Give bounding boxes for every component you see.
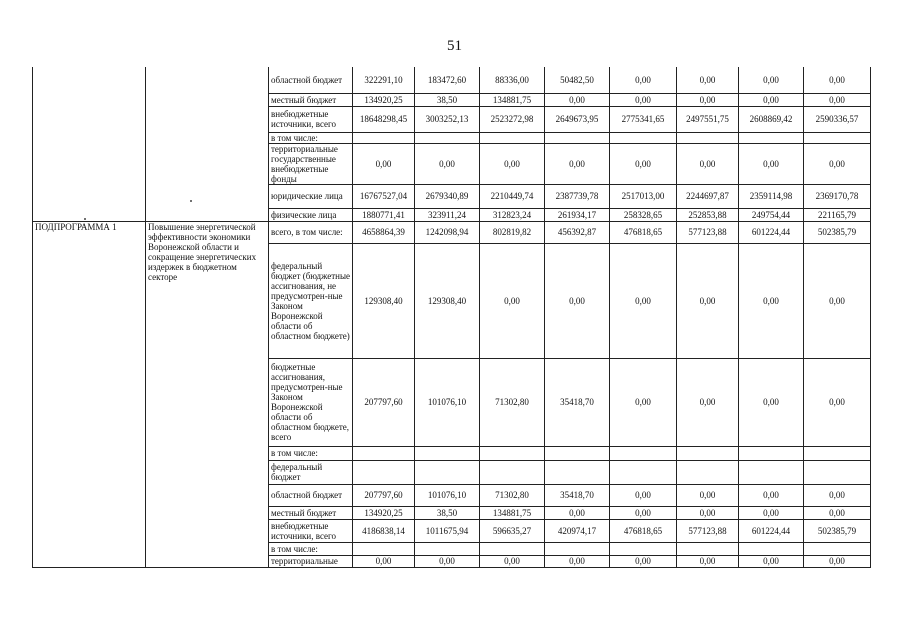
amount-cell: 0,00 [545,555,610,567]
amount-cell: 0,00 [545,143,610,184]
amount-cell [610,446,677,460]
amount-cell: 71302,80 [480,484,545,506]
amount-cell [739,132,804,143]
amount-cell [545,132,610,143]
amount-cell: 18648298,45 [353,106,415,132]
funding-source-label: территориальные [269,555,353,567]
amount-cell: 0,00 [610,67,677,93]
amount-cell [739,542,804,555]
funding-source-label: областной бюджет [269,67,353,93]
amount-cell [480,132,545,143]
amount-cell: 577123,88 [677,221,739,243]
funding-source-label: в том числе: [269,132,353,143]
amount-cell [610,542,677,555]
amount-cell: 207797,60 [353,358,415,446]
amount-cell: 0,00 [677,506,739,519]
amount-cell: 596635,27 [480,519,545,542]
amount-cell: 2387739,78 [545,184,610,208]
amount-cell [480,460,545,484]
amount-cell: 71302,80 [480,358,545,446]
amount-cell: 0,00 [480,555,545,567]
amount-cell: 0,00 [610,484,677,506]
amount-cell: 38,50 [415,93,480,106]
amount-cell: 0,00 [739,93,804,106]
amount-cell [545,446,610,460]
amount-cell [677,542,739,555]
amount-cell: 0,00 [804,484,871,506]
amount-cell: 2359114,98 [739,184,804,208]
amount-cell [545,460,610,484]
amount-cell: 0,00 [677,358,739,446]
amount-cell: 0,00 [804,243,871,358]
amount-cell [480,542,545,555]
amount-cell: 0,00 [677,243,739,358]
amount-cell [415,132,480,143]
amount-cell: 0,00 [610,243,677,358]
amount-cell: 0,00 [610,358,677,446]
amount-cell: 802819,82 [480,221,545,243]
amount-cell: 0,00 [739,358,804,446]
funding-source-label: областной бюджет [269,484,353,506]
table-row [33,221,871,243]
amount-cell: 258328,65 [610,208,677,221]
amount-cell: 221165,79 [804,208,871,221]
amount-cell: 249754,44 [739,208,804,221]
amount-cell: 2244697,87 [677,184,739,208]
amount-cell: 4186838,14 [353,519,415,542]
amount-cell: 601224,44 [739,221,804,243]
amount-cell: 0,00 [739,67,804,93]
funding-source-label: местный бюджет [269,93,353,106]
amount-cell: 1242098,94 [415,221,480,243]
amount-cell: 0,00 [480,243,545,358]
amount-cell: 0,00 [739,484,804,506]
amount-cell: 1880771,41 [353,208,415,221]
program-name-cell: Повышение энергетической эффективности экономики Воронежской области и сокращение энергетических издержек в бюджетном секторе [146,221,269,567]
amount-cell: 129308,40 [415,243,480,358]
table-row [33,67,871,93]
amount-cell: 0,00 [610,506,677,519]
amount-cell: 2369170,78 [804,184,871,208]
amount-cell: 0,00 [804,143,871,184]
amount-cell: 0,00 [739,506,804,519]
funding-source-label: местный бюджет [269,506,353,519]
amount-cell: 0,00 [415,555,480,567]
funding-source-label: федеральный бюджет [269,460,353,484]
amount-cell: 134920,25 [353,506,415,519]
amount-cell: 101076,10 [415,484,480,506]
amount-cell: 0,00 [804,555,871,567]
amount-cell: 2590336,57 [804,106,871,132]
amount-cell: 0,00 [677,93,739,106]
amount-cell: 476818,65 [610,519,677,542]
amount-cell: 0,00 [739,143,804,184]
amount-cell: 577123,88 [677,519,739,542]
amount-cell: 35418,70 [545,484,610,506]
amount-cell [415,460,480,484]
amount-cell: 0,00 [677,143,739,184]
amount-cell: 2210449,74 [480,184,545,208]
amount-cell [415,542,480,555]
amount-cell: 0,00 [610,143,677,184]
amount-cell: 323911,24 [415,208,480,221]
amount-cell [353,460,415,484]
amount-cell [353,542,415,555]
amount-cell [804,132,871,143]
funding-source-label: физические лица [269,208,353,221]
funding-source-label: в том числе: [269,446,353,460]
amount-cell: 2517013,00 [610,184,677,208]
amount-cell [677,446,739,460]
amount-cell: 1011675,94 [415,519,480,542]
amount-cell: 312823,24 [480,208,545,221]
amount-cell: 0,00 [353,555,415,567]
amount-cell: 134881,75 [480,506,545,519]
amount-cell: 0,00 [353,143,415,184]
amount-cell: 207797,60 [353,484,415,506]
funding-source-label: в том числе: [269,542,353,555]
amount-cell: 252853,88 [677,208,739,221]
amount-cell [804,542,871,555]
budget-table [32,67,871,568]
amount-cell: 2679340,89 [415,184,480,208]
amount-cell: 0,00 [415,143,480,184]
amount-cell [545,542,610,555]
amount-cell: 0,00 [804,93,871,106]
amount-cell: 4658864,39 [353,221,415,243]
amount-cell: 50482,50 [545,67,610,93]
amount-cell [739,446,804,460]
amount-cell: 88336,00 [480,67,545,93]
amount-cell: 0,00 [804,358,871,446]
program-cell: ПОДПРОГРАММА 1 [33,221,146,567]
amount-cell: 0,00 [739,555,804,567]
amount-cell: 476818,65 [610,221,677,243]
amount-cell: 2608869,42 [739,106,804,132]
funding-source-label: бюджетные ассигнования, предусмотрен-ные Законом Воронежской области об областном бюджете, всего [269,358,353,446]
amount-cell: 129308,40 [353,243,415,358]
amount-cell: 183472,60 [415,67,480,93]
amount-cell [353,446,415,460]
amount-cell: 0,00 [804,67,871,93]
amount-cell [353,132,415,143]
amount-cell [804,460,871,484]
amount-cell: 0,00 [545,506,610,519]
funding-source-label: территориальные государственные внебюджетные фонды [269,143,353,184]
amount-cell: 0,00 [677,555,739,567]
amount-cell: 601224,44 [739,519,804,542]
amount-cell: 420974,17 [545,519,610,542]
amount-cell: 0,00 [677,67,739,93]
amount-cell: 502385,79 [804,519,871,542]
amount-cell [739,460,804,484]
amount-cell [610,132,677,143]
funding-source-label: юридические лица [269,184,353,208]
amount-cell: 35418,70 [545,358,610,446]
amount-cell: 134920,25 [353,93,415,106]
amount-cell: 456392,87 [545,221,610,243]
funding-source-label: внебюджетные источники, всего [269,106,353,132]
program-cell [33,67,146,221]
amount-cell: 2649673,95 [545,106,610,132]
amount-cell: 0,00 [610,93,677,106]
amount-cell: 502385,79 [804,221,871,243]
program-name-cell [146,67,269,221]
amount-cell: 2497551,75 [677,106,739,132]
amount-cell [610,460,677,484]
amount-cell: 2523272,98 [480,106,545,132]
funding-source-label: федеральный бюджет (бюджетные ассигнования, не предусмотрен-ные Законом Воронежской области об областном бюджете) [269,243,353,358]
amount-cell: 2775341,65 [610,106,677,132]
amount-cell: 0,00 [677,484,739,506]
amount-cell: 261934,17 [545,208,610,221]
amount-cell [415,446,480,460]
amount-cell: 0,00 [545,93,610,106]
amount-cell: 3003252,13 [415,106,480,132]
amount-cell: 101076,10 [415,358,480,446]
amount-cell [677,460,739,484]
amount-cell: 322291,10 [353,67,415,93]
amount-cell [804,446,871,460]
amount-cell [480,446,545,460]
funding-source-label: всего, в том числе: [269,221,353,243]
amount-cell [677,132,739,143]
amount-cell: 0,00 [545,243,610,358]
funding-source-label: внебюджетные источники, всего [269,519,353,542]
amount-cell: 0,00 [739,243,804,358]
amount-cell: 0,00 [804,506,871,519]
amount-cell: 0,00 [610,555,677,567]
amount-cell: 38,50 [415,506,480,519]
amount-cell: 16767527,04 [353,184,415,208]
page-number: 51 [447,38,462,54]
amount-cell: 0,00 [480,143,545,184]
amount-cell: 134881,75 [480,93,545,106]
